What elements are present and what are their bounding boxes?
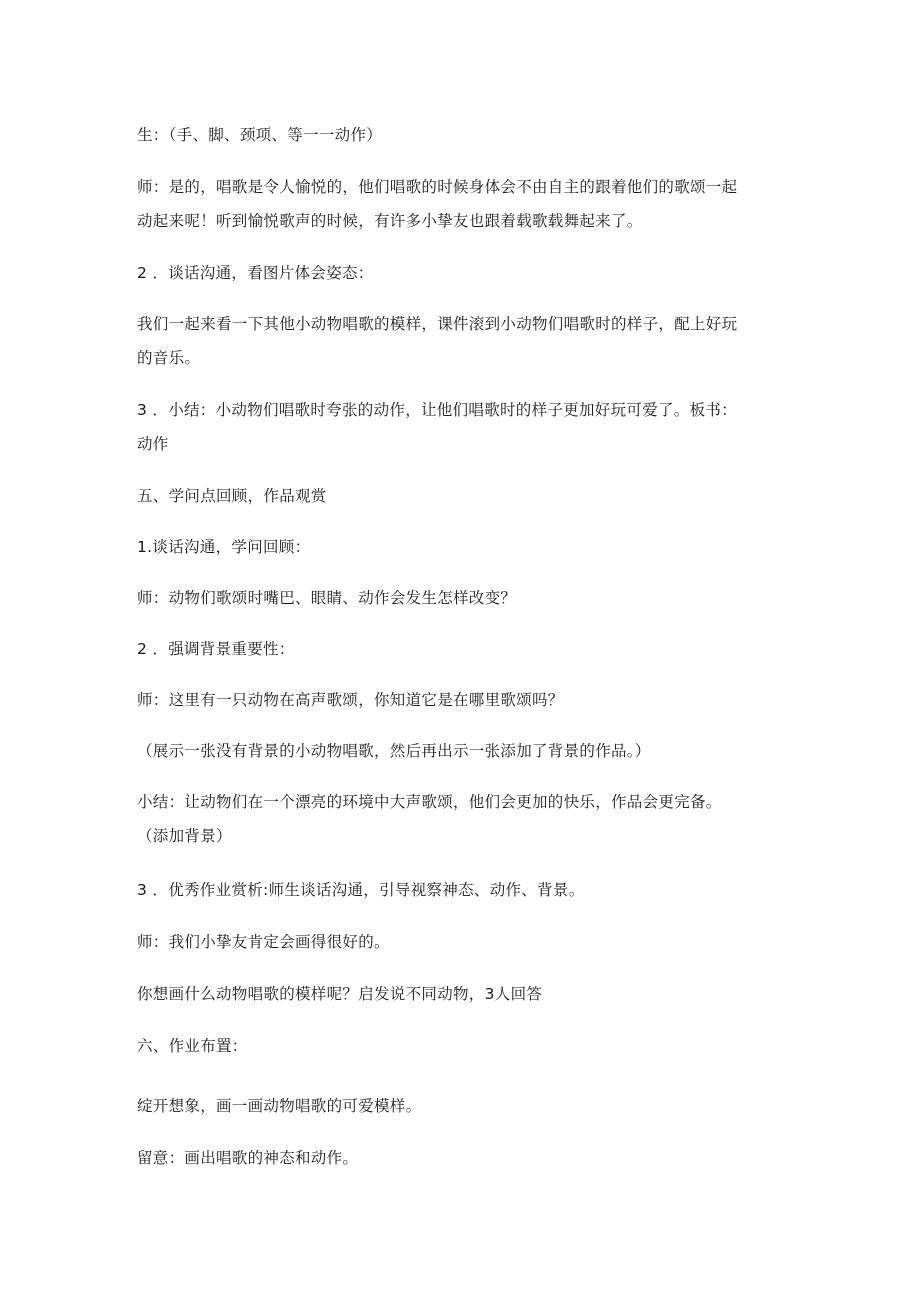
- text-line: 3 ．小结：小动物们唱歌时夸张的动作，让他们唱歌时的样子更加好玩可爱了。板书：: [137, 401, 737, 419]
- text-line: 五、学问点回顾，作品观赏: [137, 487, 327, 505]
- paragraph-step-3-summary: [137, 393, 797, 461]
- text-line: 你想画什么动物唱歌的模样呢？启发说不同动物，3人回答: [137, 985, 543, 1003]
- text-line: 动起来呢！听到愉悦歌声的时候，有许多小挚友也跟着载歌载舞起来了。: [137, 212, 643, 230]
- paragraph-note: [137, 1141, 797, 1175]
- paragraph-student-answer: [137, 118, 797, 152]
- text-line: 六、作业布置：: [137, 1037, 248, 1055]
- paragraph-teacher-where: [137, 683, 797, 717]
- paragraph-summary-background: [137, 785, 797, 853]
- text-line: 留意：画出唱歌的神态和动作。: [137, 1149, 359, 1167]
- paragraph-review-heading: [137, 530, 797, 564]
- text-line: 动作: [137, 435, 169, 453]
- paragraph-homework: [137, 1089, 797, 1123]
- text-line: 1.谈话沟通，学问回顾：: [137, 538, 311, 556]
- text-line: 小结：让动物们在一个漂亮的环境中大声歌颂，他们会更加的快乐，作品会更完备。: [137, 793, 722, 811]
- paragraph-background-heading: [137, 632, 797, 666]
- paragraph-teacher-singing: [137, 170, 797, 238]
- text-line: 师：这里有一只动物在高声歌颂，你知道它是在哪里歌颂吗？: [137, 691, 564, 709]
- text-line: 我们一起来看一下其他小动物唱歌的模样，课件滚到小动物们唱歌时的样子，配上好玩: [137, 315, 738, 333]
- text-line: （展示一张没有背景的小动物唱歌，然后再出示一张添加了背景的作品。）: [137, 742, 651, 760]
- text-line: 师：动物们歌颂时嘴巴、眼睛、动作会发生怎样改变？: [137, 589, 517, 607]
- text-line: 的音乐。: [137, 349, 201, 367]
- section-heading-five: [137, 479, 797, 513]
- text-line: 生：（手、脚、颈项、等一一动作）: [137, 126, 383, 144]
- text-line: 师：是的，唱歌是令人愉悦的，他们唱歌的时候身体会不由自主的跟着他们的歌颂一起: [137, 178, 738, 196]
- text-line: （添加背景）: [137, 827, 232, 845]
- paragraph-watch-animals: [137, 307, 797, 375]
- paragraph-excellent-work: [137, 873, 797, 907]
- paragraph-teacher-question: [137, 581, 797, 615]
- section-heading-six: [137, 1029, 797, 1063]
- paragraph-what-to-draw: [137, 977, 797, 1011]
- text-line: 绽开想象，画一画动物唱歌的可爱模样。: [137, 1097, 422, 1115]
- text-line: 师：我们小挚友肯定会画得很好的。: [137, 933, 390, 951]
- text-line: 2 ．强调背景重要性：: [137, 640, 295, 658]
- text-line: 3 ．优秀作业赏析:师生谈话沟通，引导视察神态、动作、背景。: [137, 881, 585, 899]
- paragraph-show-pictures: [137, 734, 797, 768]
- paragraph-teacher-encourage: [137, 925, 797, 959]
- text-line: 2 ．谈话沟通，看图片体会姿态：: [137, 264, 374, 282]
- paragraph-step-2-heading: [137, 256, 797, 290]
